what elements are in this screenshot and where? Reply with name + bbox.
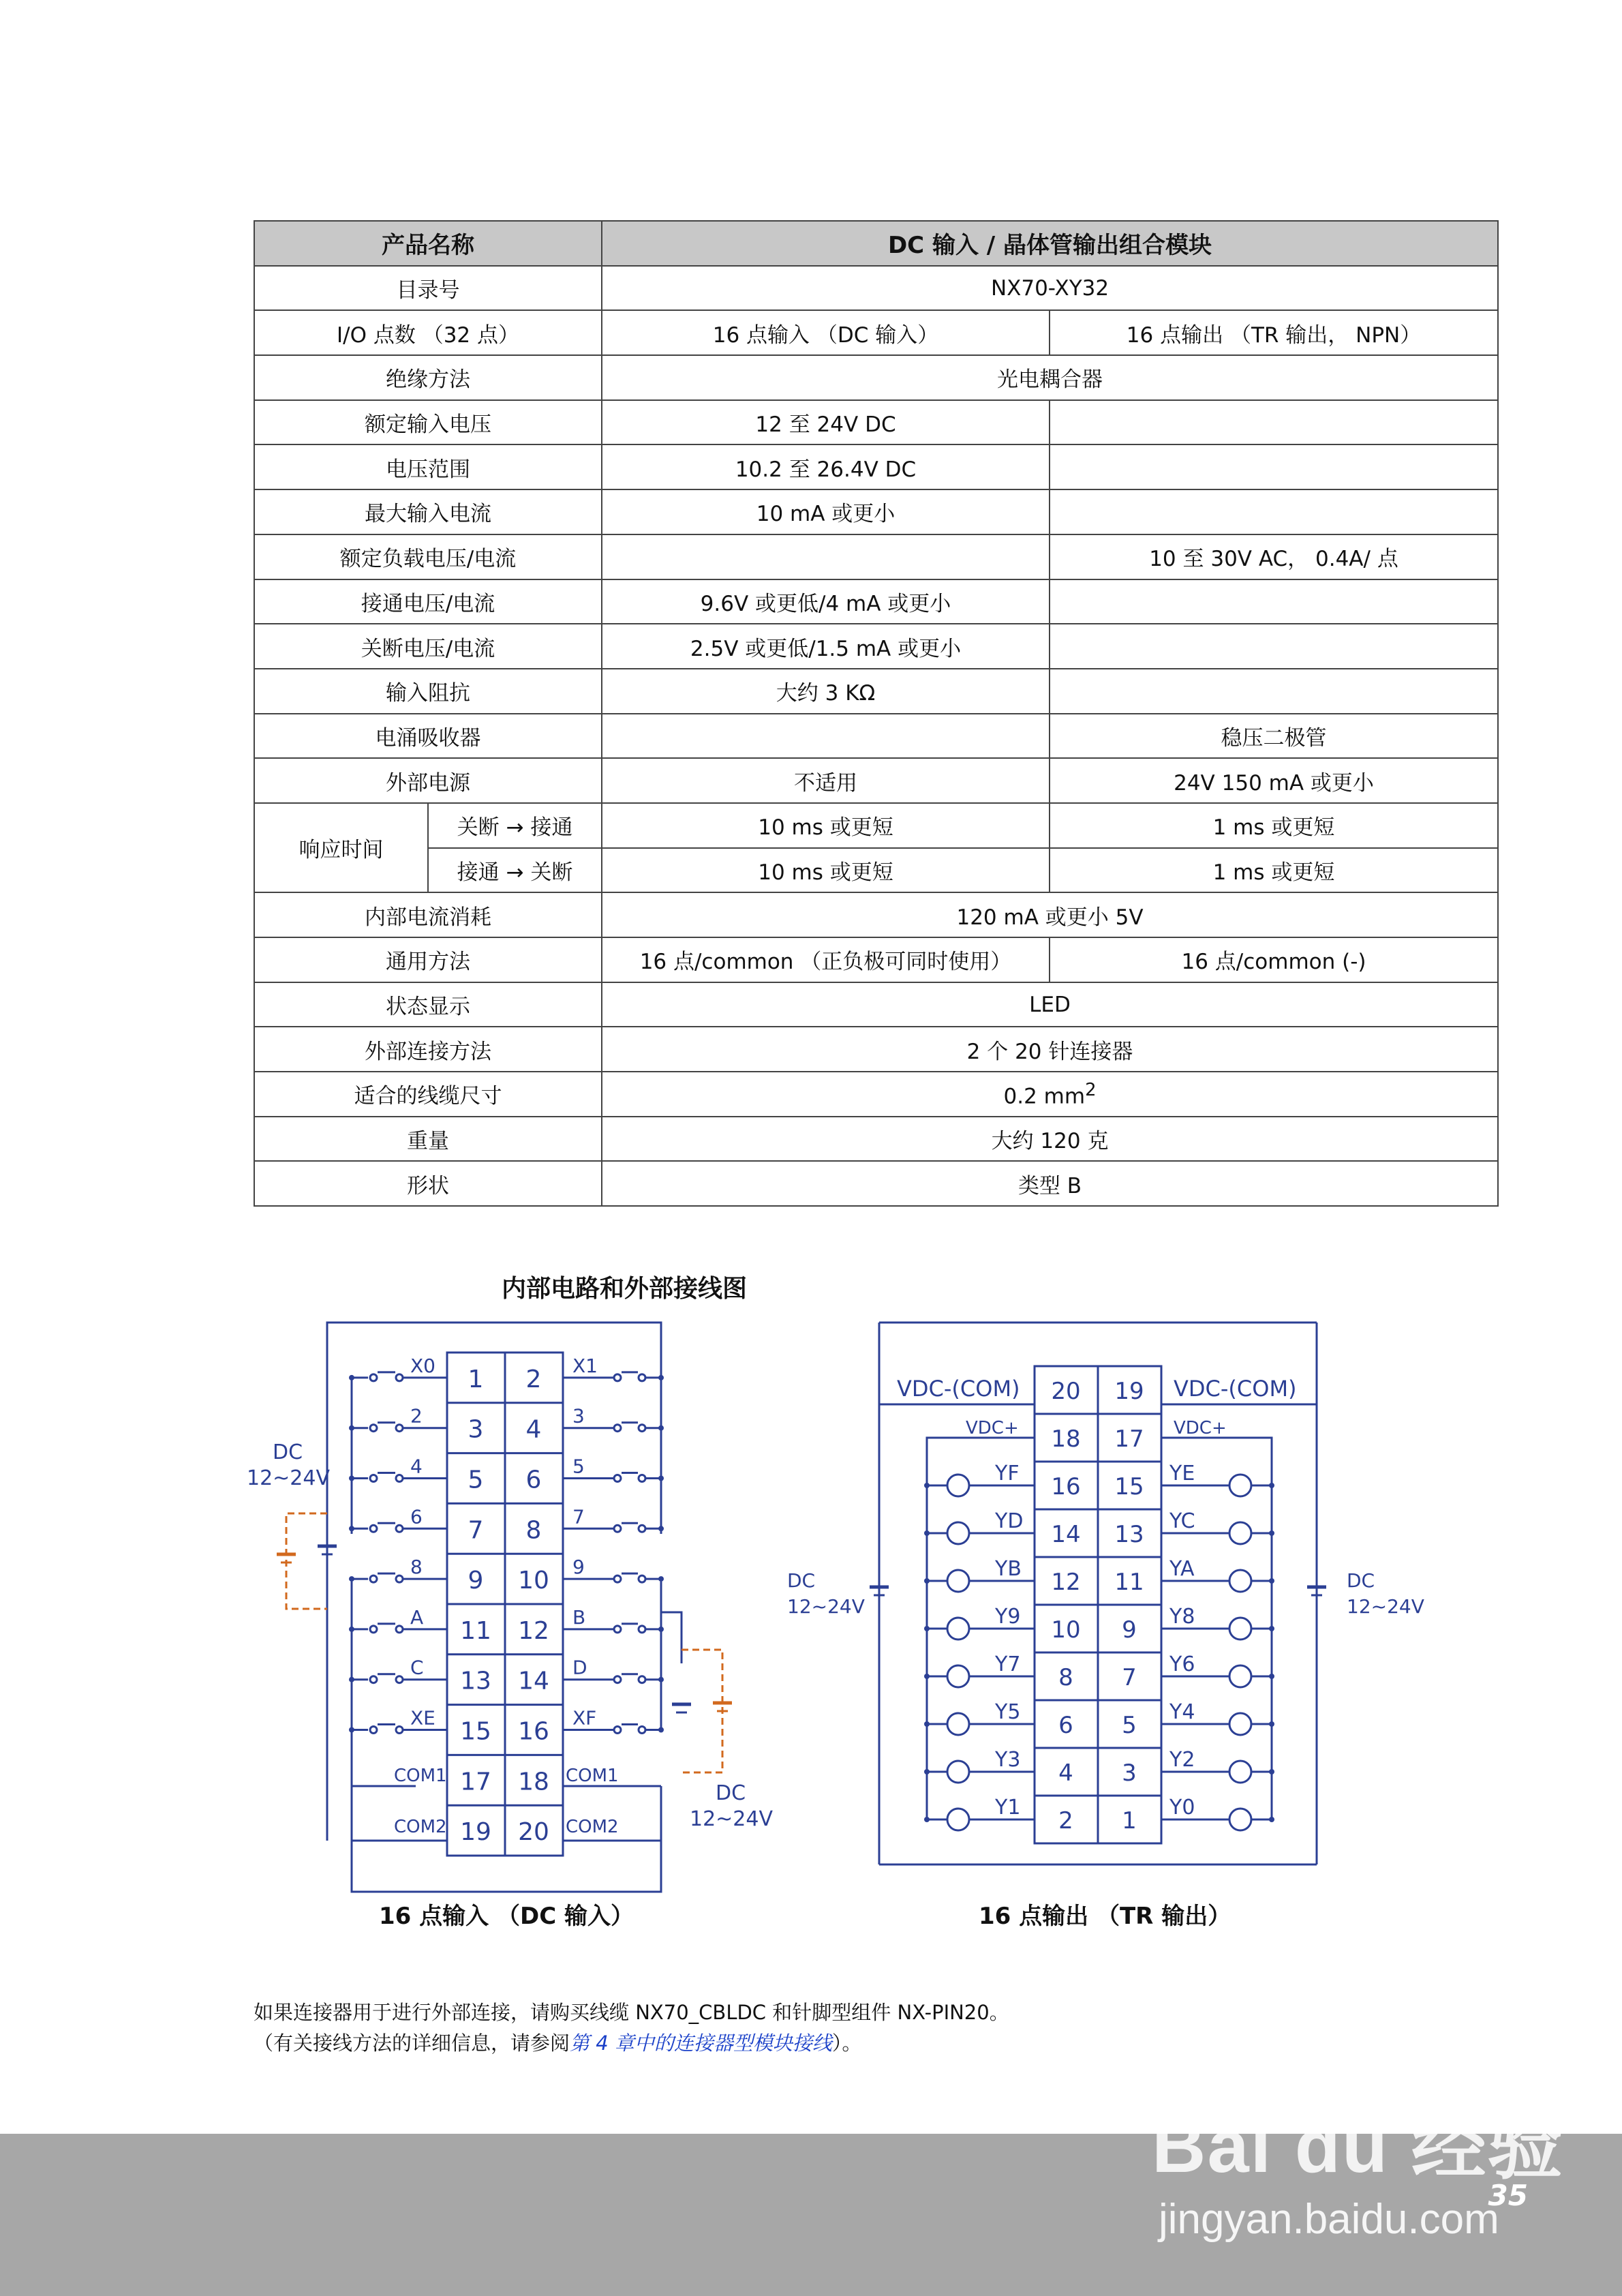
row-label: 额定输入电压 [254, 400, 602, 445]
dc-label-out-left: DC [787, 1569, 816, 1592]
row-label: 外部连接方法 [254, 1027, 602, 1072]
cell-output [1050, 400, 1498, 445]
cell-output [1050, 624, 1498, 669]
pin-number: 17 [1114, 1425, 1144, 1453]
lamp-icon [1229, 1618, 1251, 1640]
cell-input: 不适用 [602, 758, 1050, 803]
pin-number: 13 [1114, 1521, 1144, 1548]
pin-number: 15 [1114, 1473, 1144, 1500]
output-label: Y1 [995, 1796, 1021, 1819]
pin-number: 14 [518, 1667, 549, 1695]
table-row [254, 624, 1498, 669]
row-label: 接通电压/电流 [254, 579, 602, 624]
page-number: 35 [1488, 2179, 1528, 2212]
cell-output: 16 点/common (-) [1050, 937, 1498, 982]
baidu-watermark: Bai du 经验 [1152, 2104, 1564, 2188]
table-row [254, 937, 1498, 982]
row-label: 外部电源 [254, 758, 602, 803]
input-label: 5 [572, 1455, 585, 1478]
output-label: Y8 [1169, 1605, 1195, 1629]
row-label: 响应时间 [254, 803, 428, 892]
cell-value: 光电耦合器 [602, 355, 1498, 400]
pin-number: 9 [468, 1567, 484, 1595]
cell-input: 10 ms 或更短 [602, 803, 1050, 848]
contact [396, 1374, 403, 1381]
cell-input: 16 点输入 （DC 输入） [602, 310, 1050, 355]
pin-number: 7 [468, 1516, 484, 1545]
dc-range-right: 12~24V [690, 1807, 774, 1831]
cell-value: 大约 120 克 [602, 1117, 1498, 1162]
output-label: Y6 [1169, 1652, 1195, 1676]
cell-value [602, 1072, 1498, 1117]
output-label: YD [995, 1509, 1024, 1533]
cell-input: 2.5V 或更低/1.5 mA 或更小 [602, 624, 1050, 669]
pin-number: 19 [460, 1818, 491, 1847]
contact [614, 1575, 621, 1582]
pin-number: 1 [468, 1365, 484, 1393]
table-row [254, 803, 1498, 848]
table-row [254, 714, 1498, 759]
lamp-icon [1229, 1522, 1251, 1544]
table-row [254, 669, 1498, 714]
pin-number: 7 [1122, 1664, 1137, 1691]
com1-left: COM1 [394, 1766, 447, 1786]
pin-number: 10 [1051, 1616, 1081, 1644]
pin-number: 1 [1122, 1807, 1137, 1834]
pin-number: 13 [460, 1667, 491, 1695]
pin-number: 6 [525, 1466, 542, 1494]
com1-right: COM1 [566, 1766, 619, 1786]
contact [396, 1475, 403, 1482]
row-label: 形状 [254, 1161, 602, 1206]
pin-number: 20 [1051, 1378, 1081, 1405]
output-label: Y0 [1169, 1796, 1195, 1819]
input-label: A [410, 1605, 424, 1629]
sub-label: 接通 → 关断 [428, 848, 602, 893]
cell-value: 120 mA 或更小 5V [602, 892, 1498, 937]
junction [349, 1576, 354, 1582]
pin-number: 8 [1058, 1664, 1073, 1691]
contact [614, 1525, 621, 1532]
cell-value: LED [602, 982, 1498, 1027]
cell-input: 10 ms 或更短 [602, 848, 1050, 893]
contact [614, 1727, 621, 1734]
pin-number: 18 [1051, 1425, 1081, 1453]
contact [614, 1475, 621, 1482]
input-wiring-diagram [232, 1309, 791, 1909]
lamp-icon [1229, 1665, 1251, 1687]
output-label: YC [1169, 1509, 1195, 1533]
sub-label: 关断 → 接通 [428, 803, 602, 848]
pin-number: 5 [468, 1466, 484, 1494]
row-label: 关断电压/电流 [254, 624, 602, 669]
contact [370, 1374, 377, 1381]
cell-output: 16 点输出 （TR 输出， NPN） [1050, 310, 1498, 355]
pin-number: 14 [1051, 1521, 1081, 1548]
pin-number: 2 [525, 1365, 542, 1393]
input-label: X0 [410, 1354, 435, 1377]
input-label: 3 [572, 1404, 585, 1428]
dc-label-left: DC [273, 1440, 303, 1464]
cell-input: 10.2 至 26.4V DC [602, 444, 1050, 489]
contact [614, 1626, 621, 1633]
output-label: YE [1169, 1462, 1195, 1485]
pin-number: 8 [525, 1516, 542, 1545]
input-label: 8 [410, 1556, 423, 1579]
row-label: 电涌吸收器 [254, 714, 602, 759]
input-label: C [410, 1656, 424, 1679]
pin-number: 19 [1114, 1378, 1144, 1405]
dc-label-right: DC [716, 1781, 746, 1805]
dc-range-out-left: 12~24V [787, 1595, 865, 1618]
table-row [254, 1072, 1498, 1117]
lamp-icon [1229, 1570, 1251, 1592]
output-label: YB [995, 1557, 1022, 1581]
input-label: 6 [410, 1505, 423, 1528]
pin-number: 2 [1058, 1807, 1073, 1834]
com2-right: COM2 [566, 1817, 619, 1837]
row-label: 电压范围 [254, 444, 602, 489]
output-label: Y3 [995, 1748, 1021, 1772]
output-label: YF [995, 1462, 1020, 1485]
contact [639, 1676, 645, 1683]
input-label: 4 [410, 1455, 423, 1478]
dc-range-left: 12~24V [247, 1466, 331, 1490]
pin-number: 20 [518, 1818, 549, 1847]
dc-range-out-right: 12~24V [1347, 1595, 1424, 1618]
table-row [254, 355, 1498, 400]
input-label: XF [572, 1706, 597, 1729]
contact [639, 1575, 645, 1582]
contact [370, 1676, 377, 1683]
contact [639, 1425, 645, 1432]
cable-size-sup: 2 [1085, 1079, 1097, 1100]
contact [370, 1425, 377, 1432]
contact [614, 1374, 621, 1381]
pin-number: 16 [1051, 1473, 1081, 1500]
pin-number: 16 [518, 1717, 549, 1746]
lamp-icon [947, 1475, 969, 1496]
row-label: 内部电流消耗 [254, 892, 602, 937]
cell-value: 2 个 20 针连接器 [602, 1027, 1498, 1072]
row-label: 最大输入电流 [254, 489, 602, 534]
input-label: B [572, 1605, 586, 1629]
table-row [254, 892, 1498, 937]
lamp-icon [1229, 1475, 1251, 1496]
row-label: 适合的线缆尺寸 [254, 1072, 602, 1117]
outer-wire [661, 1582, 682, 1663]
contact [614, 1676, 621, 1683]
cell-output: 1 ms 或更短 [1050, 803, 1498, 848]
contact [370, 1525, 377, 1532]
pin-number: 15 [460, 1717, 491, 1746]
table-row [254, 310, 1498, 355]
cell-input: 16 点/common （正负极可同时使用） [602, 937, 1050, 982]
cell-input: 9.6V 或更低/4 mA 或更小 [602, 579, 1050, 624]
pin-number: 11 [1114, 1569, 1144, 1596]
junction [658, 1576, 664, 1582]
lamp-icon [947, 1809, 969, 1830]
cell-input [602, 714, 1050, 759]
contact [396, 1425, 403, 1432]
com2-left: COM2 [394, 1817, 447, 1837]
contact [370, 1727, 377, 1734]
row-label: 状态显示 [254, 982, 602, 1027]
pin-number: 9 [1122, 1616, 1137, 1644]
note-line-1: 如果连接器用于进行外部连接，请购买线缆 NX70_CBLDC 和针脚型组件 NX-PIN20。 [254, 2001, 1009, 2024]
cell-output [1050, 444, 1498, 489]
alt-dc-wiring [682, 1650, 722, 1772]
pin-number: 12 [1051, 1569, 1081, 1596]
cell-output [1050, 489, 1498, 534]
header-module-type: DC 输入 / 晶体管输出组合模块 [602, 221, 1498, 266]
input-caption: 16 点输入 （DC 输入） [379, 1903, 634, 1930]
pin-number: 3 [468, 1415, 484, 1444]
output-label: Y9 [995, 1605, 1021, 1629]
cell-output: 10 至 30V AC， 0.4A/ 点 [1050, 534, 1498, 579]
pin-number: 5 [1122, 1712, 1137, 1739]
contact [396, 1575, 403, 1582]
cell-input: 大约 3 KΩ [602, 669, 1050, 714]
output-label: Y2 [1169, 1748, 1195, 1772]
row-label: 绝缘方法 [254, 355, 602, 400]
row-label: 额定负载电压/电流 [254, 534, 602, 579]
contact [396, 1676, 403, 1683]
output-label: Y7 [995, 1652, 1021, 1676]
diagram-title: 内部电路和外部接线图 [502, 1275, 748, 1303]
lamp-icon [1229, 1761, 1251, 1783]
table-row [254, 1161, 1498, 1206]
row-label: 重量 [254, 1117, 602, 1162]
pin-number: 10 [518, 1567, 549, 1595]
row-label: 输入阻抗 [254, 669, 602, 714]
pin-number: 6 [1058, 1712, 1073, 1739]
note-line-2 [254, 2028, 861, 2056]
lamp-icon [947, 1713, 969, 1735]
vdc-com-left: VDC-(COM) [897, 1376, 1020, 1402]
output-label: Y4 [1169, 1700, 1195, 1724]
pin-number: 4 [1058, 1759, 1073, 1787]
contact [370, 1575, 377, 1582]
output-label: Y5 [995, 1700, 1021, 1724]
cable-size-value: 0.2 mm [1003, 1084, 1086, 1109]
cell-input [602, 534, 1050, 579]
lamp-icon [947, 1570, 969, 1592]
note-prefix: （有关接线方法的详细信息，请参阅 [254, 2031, 570, 2055]
contact [370, 1475, 377, 1482]
input-label: 2 [410, 1404, 423, 1428]
output-wiring-diagram [777, 1309, 1431, 1909]
cell-value: 类型 B [602, 1161, 1498, 1206]
cell-input: 10 mA 或更小 [602, 489, 1050, 534]
input-label: D [572, 1656, 587, 1679]
lamp-icon [947, 1665, 969, 1687]
lamp-icon [1229, 1809, 1251, 1830]
contact [639, 1525, 645, 1532]
table-row [254, 579, 1498, 624]
table-row [254, 982, 1498, 1027]
pin-number: 18 [518, 1768, 549, 1796]
note-suffix: ）。 [831, 2031, 862, 2055]
contact [396, 1626, 403, 1633]
table-row [254, 758, 1498, 803]
contact [639, 1374, 645, 1381]
dc-label-out-right: DC [1347, 1569, 1375, 1592]
vdc-com-right: VDC-(COM) [1174, 1376, 1297, 1402]
contact [396, 1727, 403, 1734]
vdc-plus-left: VDC+ [966, 1418, 1019, 1438]
pin-number: 12 [518, 1616, 549, 1645]
lamp-icon [947, 1522, 969, 1544]
table-row [254, 400, 1498, 445]
cell-output [1050, 579, 1498, 624]
contact [639, 1475, 645, 1482]
pin-number: 3 [1122, 1759, 1137, 1787]
table-row [254, 444, 1498, 489]
contact [396, 1525, 403, 1532]
vdc-plus-right: VDC+ [1174, 1418, 1227, 1438]
input-label: XE [410, 1706, 435, 1729]
cell-output: 24V 150 mA 或更小 [1050, 758, 1498, 803]
cell-output [1050, 669, 1498, 714]
cell-input: 12 至 24V DC [602, 400, 1050, 445]
cell-output: 稳压二极管 [1050, 714, 1498, 759]
lamp-icon [947, 1618, 969, 1640]
header-product-name: 产品名称 [254, 221, 602, 266]
pin-number: 4 [525, 1415, 542, 1444]
table-row [254, 489, 1498, 534]
chapter-4-link[interactable]: 第 4 章中的连接器型模块接线 [570, 2031, 832, 2055]
input-label: X1 [572, 1354, 598, 1377]
lamp-icon [947, 1761, 969, 1783]
outer-wire [352, 1841, 661, 1892]
contact [614, 1425, 621, 1432]
contact [370, 1626, 377, 1633]
table-row [254, 1117, 1498, 1162]
catalog-number: NX70-XY32 [602, 266, 1498, 311]
table-row [254, 848, 1498, 893]
cell-output: 1 ms 或更短 [1050, 848, 1498, 893]
spec-table [254, 220, 1499, 1207]
table-row [254, 1027, 1498, 1072]
table-header-row [254, 221, 1498, 266]
input-label: 7 [572, 1505, 585, 1528]
baidu-watermark-url: jingyan.baidu.com [1159, 2196, 1499, 2243]
contact [639, 1626, 645, 1633]
table-row [254, 266, 1498, 311]
input-label: 9 [572, 1556, 585, 1579]
output-caption: 16 点输出 （TR 输出） [979, 1903, 1231, 1930]
lamp-icon [1229, 1713, 1251, 1735]
contact [639, 1727, 645, 1734]
alt-dc-wiring [286, 1513, 327, 1609]
row-label: I/O 点数 （32 点） [254, 310, 602, 355]
output-label: YA [1169, 1557, 1195, 1581]
table-row [254, 534, 1498, 579]
pin-number: 11 [460, 1616, 491, 1645]
row-label: 通用方法 [254, 937, 602, 982]
pin-number: 17 [460, 1768, 491, 1796]
row-label: 目录号 [254, 266, 602, 311]
